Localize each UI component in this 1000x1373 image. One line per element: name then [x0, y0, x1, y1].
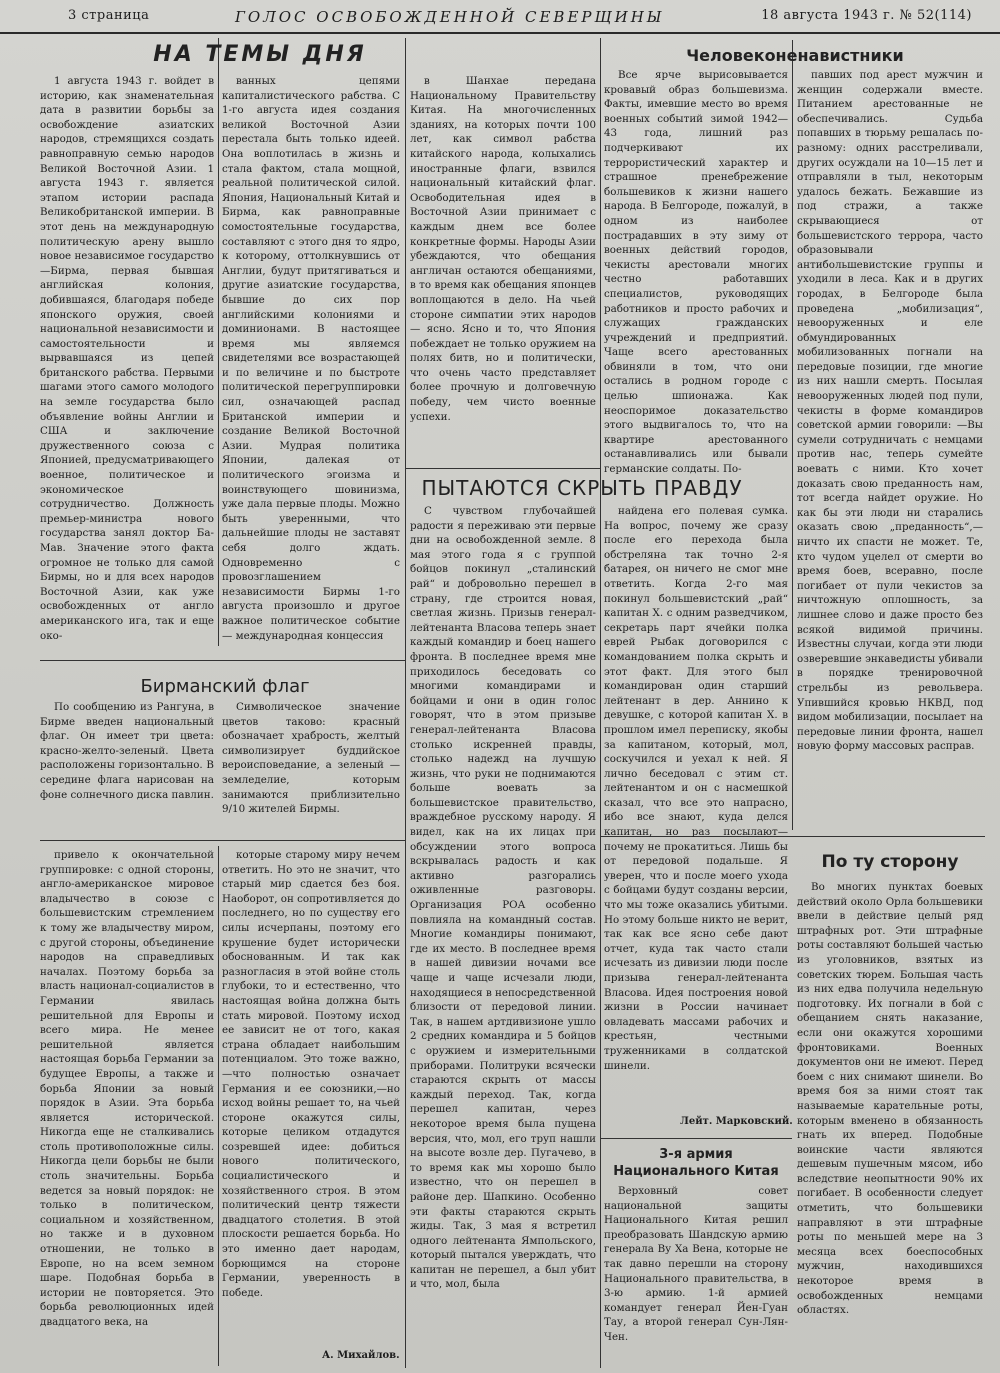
article-paragraph: Верховный совет национальной защиты Национального Китая решил преобразовать Шандскую армию генерала Ву Ха Вена, которые не так давно перешли на сторону Национального правительства, в 3-ю армию. 1-й армией командует генерал Йен-Гуан Тау, а второй генерал Сун-Лян-Чен. [604, 1185, 788, 1343]
article-text [40, 74, 214, 658]
article-paragraph: 1 августа 1943 г. войдет в историю, как знаменательная дата в развитии борьбы за освобождение азиатских народов, стремящихся создать равноправную семью народов Великой Восточной Азии. 1 августа 1943 г. является этапом истории распада Великобританской империи. В этот день на международную политическую арену вышло новое независимое государство—Бирма, первая бывшая английская колония, добившаяся, благодаря победе японского оружия, своей национальной независимости и самостоятельности и вырвавшаяся из цепей британского рабства. Первыми шагами этого самого молодого на земле государства было объявление войны Англии и США и заключение дружественного союза с Японией, предусматривающего военное, политическое и экономическое сотрудничество. Должность премьер-министра нового государства занял доктор Ба-Мав. Значение этого факта огромное не только для самой Бирмы, но и для всех народов Восточной Азии, как уже освобожденных от англо американского ига, так и еще око- [40, 75, 214, 642]
article-paragraph: павших под арест мужчин и женщин содержали вместе. Питанием арестованные не обеспечивались. Судьба попавших в тюрьму решалась по-разному: одних расстреливали, других осуждали на 10—15 лет и отправляли в тыл, некоторым удалось бежать. Бежавшие из под стражи, а также скрывающиеся от большевистского террора, часто образовывали антибольшевистские группы и уходили в леса. Как и в других городах, в Белгороде была проведена „мобилизация“, невооруженных и еле обмундированных мобилизованных погнали на передовые позиции, где многие из них нашли смерть. Посылая невооруженных людей под пули, чекисты в форме командиров советской армии говорили: —Вы сумели сотрудничать с немцами против нас, теперь сумейте воевать с ними. Кто хочет доказать свою преданность нам, тот всегда найдет оружие. Но как бы эти люди ни старались оказать свою „преданность“,—ничто их спасти не может. Те, кто чудом уцелел от смерти во время боев, всеравно, после погибает от пули чекистов за ничтожную оплошность, за лишнее слово и даже просто без всякой видимой причины. Известны случаи, когда эти люди озверевшие энкаведисты убивали в порядке тренировочной стрельбы из револьвера. Упившийся кровью НКВД, под видом мобилизации, посылает на передовые линии фронта, нашел новую форму массовых расправ. [797, 69, 983, 753]
column-rule [218, 846, 219, 1366]
article-text [40, 700, 214, 836]
column-rule [600, 38, 601, 1368]
article-text [604, 68, 788, 476]
article-text [222, 700, 400, 836]
section-rule [40, 840, 405, 841]
article-paragraph: Во многих пунктах боевых действий около Орла большевики ввели в действие целый ряд штрафных рот. Эти штрафные роты составляют большей частью из уголовников, взятых из советских тюрем. Большая часть из них едва получила недельную подготовку. Их погнали в бой с обещанием снять наказание, если они окажутся хорошими фронтовиками. Военных документов они не имеют. Перед боем с них снимают шинели. Во время боя за ними стоят так называемые карательные роты, которым вменено в обязанность гнать их вперед. Подобные воинские части являются дешевым пушечным мясом, ибо вследствие неопытности 90% их погибает. В особенности следует отметить, что большевики направляют в эти штрафные роты по меньшей мере на 3 месяца всех боеспособных мужчин, находившихся некоторое время в освобожденных немцами областях. [797, 881, 983, 1317]
column-rule [218, 38, 219, 646]
author-signature: Лейт. Марковский. [680, 1116, 793, 1127]
column-rule [792, 40, 793, 830]
article-title: ПЫТАЮТСЯ СКРЫТЬ ПРАВДУ [421, 476, 743, 500]
article-paragraph: Все ярче вырисовывается кровавый образ большевизма. Факты, имевшие место во время военных событий зимой 1942—43 года, лишний раз подчеркивают их террористический характер и страшное пренебрежение большевиков к жизни нашего народа. В Белгороде, пожалуй, в одном из наиболее пострадавших в эту зиму от военных действий городов, чекисты арестовали многих честно работавших специалистов, руководящих работников и просто рабочих и служащих гражданских учреждений и предприятий. Чаще всего арестованных обвиняли в том, что они остались в родном городе с целью шпионажа. Как неоспоримое доказательство этого выдвигалось то, что на квартире арестованного останавливались или бывали германские солдаты. По- [604, 69, 788, 476]
issue-date: 18 августа 1943 г. № 52(114) [761, 8, 972, 23]
article-paragraph: По сообщению из Рангуна, в Бирме введен национальный флаг. Он имеет три цвета: красно-желто-зеленый. Цвета расположены горизонтально. В середине флага нарисован на фоне солнечного диска павлин. [40, 701, 214, 801]
article-text [410, 504, 596, 1368]
section-rule [40, 660, 405, 661]
article-text [222, 848, 400, 1346]
article-paragraph: которые старому миру нечем ответить. Но это не значит, что старый мир сдается без боя. Наоборот, он сопротивляется до последнего, но по существу его силы исчерпаны, поэтому его крушение будет исторически обоснованным. И так как разногласия в этой войне столь глубоки, то и естественно, что настоящая война должна быть стать мировой. Поэтому исход ее зависит не от того, какая страна обладает наибольшим потенциалом. Это тоже важно,—что полностью означает Германия и ее союзники,—но исход войны решает то, на чьей стороне окажутся силы, которые целиком отдадутся созревшей идее: добиться нового политического, социалистического и хозяйственного строя. В этом политический центр тяжести двадцатого столетия. В этой плоскости решается борьба. Но это именно дает народам, борющимся на стороне Германии, уверенность в победе. [222, 849, 400, 1299]
article-text [797, 68, 983, 832]
article-paragraph: найдена его полевая сумка. На вопрос, почему же сразу после его перехода была обстреляна так точно 2-я батарея, он ничего не смог мне ответить. Когда 2-го мая покинул большевистский „рай“ капитан Х. с одним разведчиком, секретарь парт ячейки полка еврей Рыбак договорился с командованием полка скрыть и этот факт. Для этого был командирован один старший лейтенант в дер. Аннино к девушке, с которой капитан Х. в прошлом имел переписку, якобы за капитаном, который, мол, соскучился и уехал к ней. Я лично беседовал с этим ст. лейтенантом и он с насмешкой сказал, что все это напрасно, ибо все знают, куда делся капитан, но раз посылают—почему не прокатиться. Лишь бы от передовой подальше. Я уверен, что и после моего ухода с бойцами будут созданы версии, что мы тоже оказались убитыми. Но этому больше никто не верит, так как все ясно себе дают отчет, куда так часто стали исчезать из дивизии люди после призыва генерал-лейтенанта Власова. Идея построения новой жизни в России начинает овладевать массами рабочих и крестьян, честными труженниками в солдатской шинели. [604, 505, 788, 1072]
author-signature: А. Михайлов. [322, 1350, 400, 1361]
article-text [222, 74, 400, 658]
column-rule [405, 38, 406, 468]
article-text [604, 504, 788, 1104]
article-paragraph: привело к окончательной группировке: с одной стороны, англо-американское мировое владычество в союзе с большевистским стремлением к тому же владычеству миром, с другой стороны, объединение народов на справедливых началах. Поэтому борьба за власть национал-социалистов в Германии явилась решительной для Европы и всего мира. Не менее решительной является настоящая борьба Германии за будущее Европы, а также и борьба Японии за новый порядок в Азии. Эта борьба является исторической. Никогда еще не сталкивались столь противоположные силы. Никогда цели борьбы не были столь значительны. Борьба ведется за новый порядок: не только в политическом, социальном и хозяйственном, но также и в духовном отношении, не только в Европе, но на всем земном шаре. Подобная борьба в истории не повторяется. Это борьба революционных идей двадцатого века, на [40, 849, 214, 1328]
article-title: Бирманский флаг [140, 676, 310, 697]
article-title: НА ТЕМЫ ДНЯ [153, 42, 367, 67]
article-title: Человеконенавистники [686, 46, 904, 65]
article-paragraph: С чувством глубочайшей радости я переживаю эти первые дни на освобожденной земле. 8 мая этого года я с группой бойцов покинул „сталинский рай“ и добровольно перешел в страну, где строится новая, светлая жизнь. Призыв генерал-лейтенанта Власова теперь знает каждый командир и боец нашего фронта. В последнее время мне приходилось беседовать со многими командирами и бойцами и они в один голос говорят, что в этом призыве генерал-лейтенанта Власова столько искренней правды, столько надежд на лучшую жизнь, что руки не поднимаются больше воевать за большевистское правительство, враждебное русскому народу. Я видел, как на их лицах при обсуждении этого вопроса вскрывалась радость и как активно разгорались оживленные разговоры. Организация РОА особенно повлияла на командный состав. Многие командиры понимают, где их место. В последнее время в нашей дивизии ночами все чаще и чаще исчезали люди, находящиеся в непосредственной близости от передовой линии. Так, в нашем артдивизионе ушло 2 средних командира и 5 бойцов с оружием и измерительными приборами. Политруки всячески стараются скрыть от массы каждый переход. Так, когда перешел капитан, через некоторое время была пущена версия, что, мол, его труп нашли на высоте возле дер. Пугачево, в то время как мы хорошо было известно, что он перешел в районе дер. Шапкино. Особенно эти факты стараются скрыть жиды. Так, 3 мая я встретил одного лейтенанта Ямпольского, который пытался уверждать, что капитан не перешел, а был убит и что, мол, была [410, 505, 596, 1291]
article-paragraph: ванных цепями капиталистического рабства. С 1-го августа идея создания великой Восточной Азии перестала быть только идеей. Она воплотилась в жизнь и стала фактом, стала мощной, реальной политической силой. Япония, Национальный Китай и Бирма, как равноправные сомостоятельные государства, составляют с этого дня то ядро, к которому, оттолкнувшись от Англии, будут притягиваться и другие азиатские государства, бывшие до сих пор английскими колониями и доминионами. В настоящее время мы являемся свидетелями все возрастающей и по величине и по быстроте политической перегруппировки сил, означающей распад Британской империи и создание Великой Восточной Азии. Мудрая политика Японии, далекая от политического эгоизма и воинствующего шовинизма, уже дала первые плоды. Можно быть уверенными, что дальнейшие плоды не заставят себя долго ждать. Одновременно с провозглашением независимости Бирмы 1-го августа произошло и другое важное политическое событие — международная концессия [222, 75, 400, 642]
article-paragraph: в Шанхае передана Национальному Правительству Китая. На многочисленных зданиях, на которых почти 100 лет, как символ рабства китайского народа, колыхались иностранные флаги, взвился национальный китайский флаг. Освободительная идея в Восточной Азии принимает с каждым днем все более конкретные формы. Народы Азии убеждаются, что обещания англичан остаются обещаниями, в то время как обещания японцев воплощаются в дело. На чьей стороне симпатии этих народов — ясно. Ясно и то, что Япония побеждает не только оружием на полях битв, но и политически, что очень часто представляет более прочную и долговечную победу, чем чисто военные успехи. [410, 75, 596, 423]
section-rule [405, 468, 600, 469]
article-title: По ту сторону [821, 852, 959, 872]
newspaper-title: ГОЛОС ОСВОБОЖДЕННОЙ СЕВЕРЩИНЫ [235, 8, 665, 26]
article-title: 3-я армия Национального Китая [613, 1147, 779, 1179]
column-rule [405, 468, 406, 1368]
article-text [40, 848, 214, 1366]
article-text [797, 880, 983, 1368]
article-text [604, 1184, 788, 1368]
page-number: 3 страница [68, 8, 150, 23]
article-paragraph: Символическое значение цветов таково: красный обозначает храбрость, желтый символизирует буддийское вероисповедание, а зеленый — земледелие, которым занимаются приблизительно 9/10 жителей Бирмы. [222, 701, 400, 816]
masthead [0, 0, 1000, 34]
section-rule [600, 1138, 792, 1139]
article-text [410, 74, 596, 464]
